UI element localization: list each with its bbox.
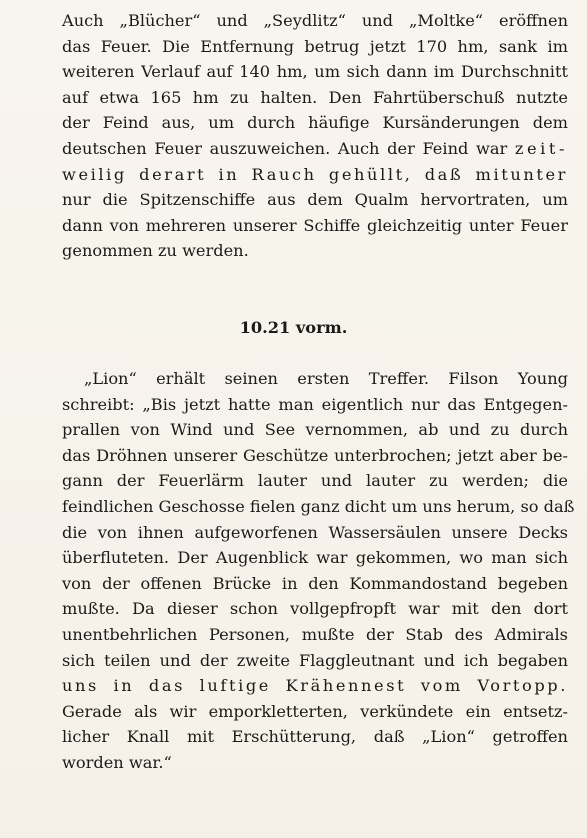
text-line: genommen zu werden. [62,241,249,261]
text-line: Auch „Blücher“ und „Seydlitz“ und „Moltke“ eröffnen [62,11,568,30]
text-line: weiteren Verlauf auf 140 hm, um sich dann im Durchschnitt [62,62,568,82]
text-line: das Feuer. Die Entfernung betrug jetzt 170 hm, sank im [62,36,568,56]
text-line: uns in das luftige Krähennest vom Vortopp. [62,676,568,696]
text-line: die von ihnen aufgeworfenen Wassersäulen unsere Decks [62,522,568,542]
text-line: der Feind aus, um durch häufige Kursänderungen dem [62,113,568,133]
text-line: mußte. Da dieser schon vollgepfropft war mit den dort [62,599,568,619]
text-line: worden war.“ [62,752,172,772]
text-line: feindlichen Geschosse fielen ganz dicht um uns herum, so daß [62,496,575,516]
text-line-part: deutschen Feuer auszuweichen. Auch der Feind war [62,138,508,158]
text-line: schreibt: „Bis jetzt hatte man eigentlich nur das Entgegen- [62,394,568,414]
text-line: Gerade als wir emporkletterten, verkündete ein entsetz- [62,701,568,721]
text-line: licher Knall mit Erschütterung, daß „Lion“ getroffen [62,727,568,747]
text-line: weilig derart in Rauch gehüllt, daß mitunter [62,164,568,184]
text-line: nur die Spitzenschiffe aus dem Qualm hervortraten, um [62,190,568,210]
text-line: sich teilen und der zweite Flaggleutnant und ich begaben [62,650,568,670]
spaced-word: zeit- [514,138,568,158]
text-line: von der offenen Brücke in den Kommandostand begeben [62,573,568,593]
text-line: gann der Feuerlärm lauter und lauter zu werden; die [62,471,568,491]
section-heading: 10.21 vorm. [239,318,348,337]
text-line: das Dröhnen unserer Geschütze unterbrochen; jetzt aber be- [62,445,568,465]
text-line: „Lion“ erhält seinen ersten Treffer. Filson Young [84,369,568,388]
paragraph-1 [62,8,568,264]
text-line: unentbehrlichen Personen, mußte der Stab des Admirals [62,624,568,644]
text-line: prallen von Wind und See vernommen, ab und zu durch [62,420,568,440]
text-line: dann von mehreren unserer Schiffe gleichzeitig unter Feuer [62,215,568,235]
text-line-with-spaced-word [62,136,568,162]
text-line: überfluteten. Der Augenblick war gekommen, wo man sich [62,548,568,568]
text-line: auf etwa 165 hm zu halten. Den Fahrtüberschuß nutzte [62,87,568,107]
paragraph-2 [62,366,575,776]
